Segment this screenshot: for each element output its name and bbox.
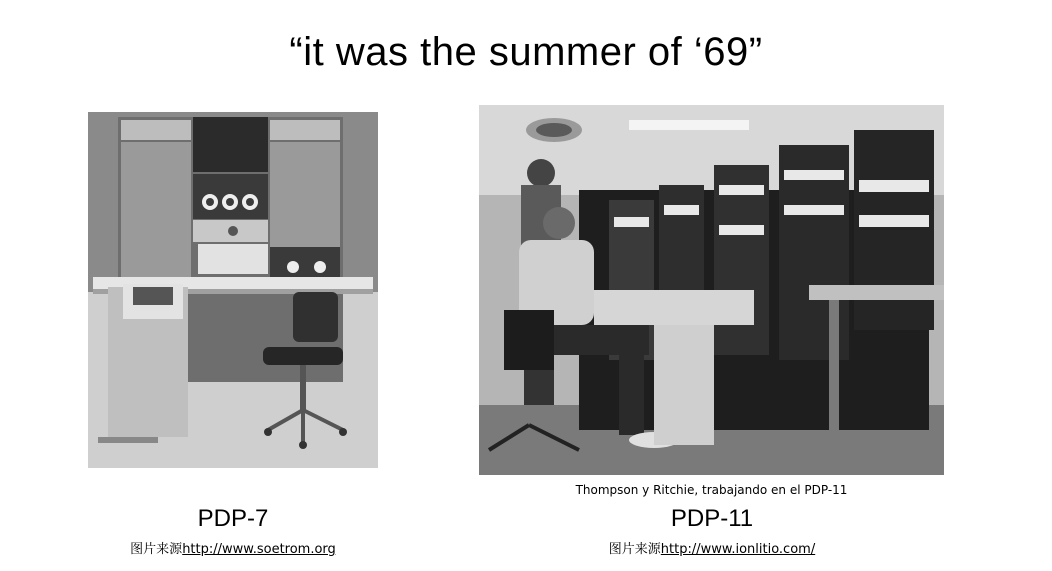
pdp11-photo [479,105,944,475]
pdp7-photo [88,112,378,468]
source-prefix: 图片来源 [130,542,183,557]
source-link[interactable]: http://www.soetrom.org [182,542,336,557]
pdp11-source [562,538,862,557]
slide-title: “it was the summer of ‘69” [289,30,763,74]
photo-caption: Thompson y Ritchie, trabajando en el PDP-11 [575,483,848,497]
pdp7-label: PDP-7 [197,505,269,532]
pdp11-label: PDP-11 [670,505,754,532]
source-prefix: 图片来源 [608,542,661,557]
source-link[interactable]: http://www.ionlitio.com/ [660,542,816,557]
pdp7-source [83,538,383,557]
